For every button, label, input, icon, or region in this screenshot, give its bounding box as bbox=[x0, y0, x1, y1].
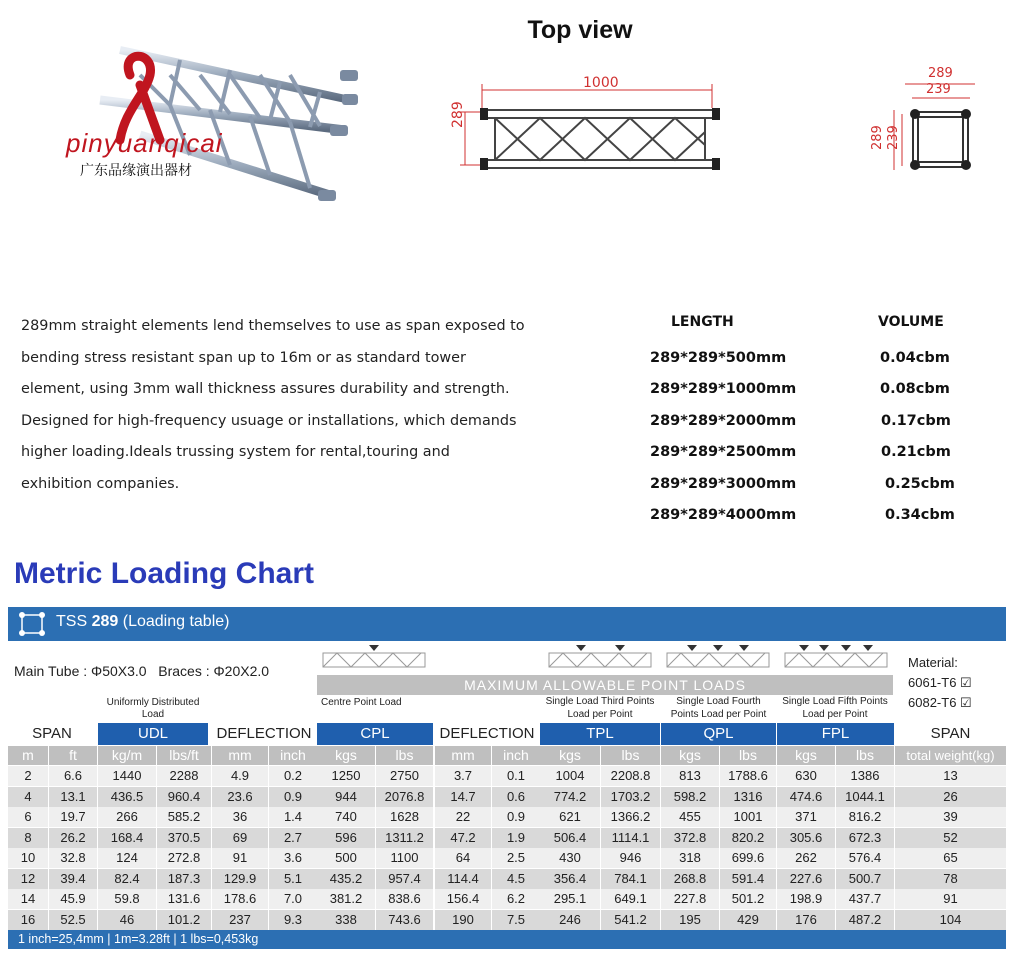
tpl-desc: Single Load Third Points Load per Point bbox=[545, 696, 655, 720]
table-cell: 45.9 bbox=[49, 889, 97, 909]
table-cell: 3.7 bbox=[435, 766, 491, 786]
table-cell: 7.5 bbox=[492, 910, 540, 930]
table-cell: 104 bbox=[895, 910, 1006, 930]
spec-volume: 0.21cbm bbox=[881, 444, 951, 460]
unit-header: inch bbox=[492, 746, 540, 765]
main-tube-spec: Main Tube : Φ50X3.0 Braces : Φ20X2.0 bbox=[14, 663, 270, 679]
table-cell: 7.0 bbox=[269, 889, 317, 909]
table-cell: 596 bbox=[317, 828, 375, 848]
table-cell: 262 bbox=[777, 848, 835, 868]
material-6082: 6082-T6 ☑ bbox=[908, 695, 972, 710]
table-cell: 12 bbox=[8, 869, 48, 889]
table-cell: 318 bbox=[661, 848, 719, 868]
unit-header: kg/m bbox=[98, 746, 156, 765]
table-cell: 1311.2 bbox=[376, 828, 433, 848]
table-cell: 371 bbox=[777, 807, 835, 827]
table-cell: 740 bbox=[317, 807, 375, 827]
table-cell: 774.2 bbox=[540, 787, 600, 807]
table-cell: 1250 bbox=[317, 766, 375, 786]
table-cell: 52.5 bbox=[49, 910, 97, 930]
table-cell: 198.9 bbox=[777, 889, 835, 909]
product-description bbox=[21, 311, 541, 500]
checkbox-icon: ☑ bbox=[960, 695, 972, 710]
table-cell: 0.9 bbox=[269, 787, 317, 807]
table-cell: 1440 bbox=[98, 766, 156, 786]
section-outer-label: 289 bbox=[928, 66, 953, 81]
cpl-desc: Centre Point Load bbox=[321, 697, 402, 708]
side-length-label: 1000 bbox=[583, 75, 619, 91]
spec-length: 289*289*3000mm bbox=[650, 476, 797, 492]
table-cell: 0.9 bbox=[492, 807, 540, 827]
table-cell: 1386 bbox=[836, 766, 894, 786]
table-cell: 39 bbox=[895, 807, 1006, 827]
unit-header: lbs bbox=[601, 746, 660, 765]
table-cell: 429 bbox=[720, 910, 776, 930]
table-cell: 435.2 bbox=[317, 869, 375, 889]
section-inner-label: 239 bbox=[926, 82, 951, 97]
table-cell: 338 bbox=[317, 910, 375, 930]
table-cell: 295.1 bbox=[540, 889, 600, 909]
table-cell: 227.6 bbox=[777, 869, 835, 889]
table-cell: 1703.2 bbox=[601, 787, 660, 807]
table-cell: 487.2 bbox=[836, 910, 894, 930]
table-cell: 816.2 bbox=[836, 807, 894, 827]
table-cell: 4.9 bbox=[212, 766, 268, 786]
table-cell: 957.4 bbox=[376, 869, 433, 889]
unit-header: inch bbox=[269, 746, 317, 765]
table-cell: 237 bbox=[212, 910, 268, 930]
table-cell: 372.8 bbox=[661, 828, 719, 848]
table-cell: 436.5 bbox=[98, 787, 156, 807]
table-cell: 576.4 bbox=[836, 848, 894, 868]
unit-header: lbs/ft bbox=[157, 746, 211, 765]
table-cell: 91 bbox=[212, 848, 268, 868]
table-cell: 10 bbox=[8, 848, 48, 868]
table-cell: 2.5 bbox=[492, 848, 540, 868]
table-cell: 101.2 bbox=[157, 910, 211, 930]
table-cell: 82.4 bbox=[98, 869, 156, 889]
table-cell: 13.1 bbox=[49, 787, 97, 807]
fpl-diagram bbox=[779, 643, 894, 673]
table-cell: 474.6 bbox=[777, 787, 835, 807]
table-cell: 78 bbox=[895, 869, 1006, 889]
span-header-right: SPAN bbox=[930, 725, 971, 742]
table-cell: 1316 bbox=[720, 787, 776, 807]
table-cell: 500.7 bbox=[836, 869, 894, 889]
description-line: higher loading.Ideals trussing system for rental,touring and bbox=[21, 444, 450, 460]
table-cell: 36 bbox=[212, 807, 268, 827]
table-cell: 16 bbox=[8, 910, 48, 930]
table-cell: 129.9 bbox=[212, 869, 268, 889]
table-cell: 2076.8 bbox=[376, 787, 433, 807]
table-cell: 39.4 bbox=[49, 869, 97, 889]
table-cell: 630 bbox=[777, 766, 835, 786]
table-cell: 541.2 bbox=[601, 910, 660, 930]
loading-table bbox=[8, 607, 1006, 949]
checkbox-icon: ☑ bbox=[960, 675, 972, 690]
table-cell: 1114.1 bbox=[601, 828, 660, 848]
table-cell: 69 bbox=[212, 828, 268, 848]
table-cell: 4 bbox=[8, 787, 48, 807]
spec-header-length: LENGTH bbox=[671, 314, 734, 330]
truss-square-icon bbox=[18, 611, 46, 637]
spec-volume: 0.34cbm bbox=[885, 507, 955, 523]
table-cell: 430 bbox=[540, 848, 600, 868]
cpl-diagram bbox=[317, 643, 432, 673]
table-cell: 156.4 bbox=[435, 889, 491, 909]
table-cell: 47.2 bbox=[435, 828, 491, 848]
table-cell: 2288 bbox=[157, 766, 211, 786]
tpl-header: TPL bbox=[540, 723, 660, 745]
table-cell: 585.2 bbox=[157, 807, 211, 827]
table-cell: 1.4 bbox=[269, 807, 317, 827]
description-line: 289mm straight elements lend themselves to use as span exposed to bbox=[21, 318, 525, 334]
metric-loading-chart-title: Metric Loading Chart bbox=[14, 557, 315, 590]
table-cell: 187.3 bbox=[157, 869, 211, 889]
table-cell: 1100 bbox=[376, 848, 433, 868]
table-cell: 195 bbox=[661, 910, 719, 930]
table-cell: 2208.8 bbox=[601, 766, 660, 786]
table-cell: 1004 bbox=[540, 766, 600, 786]
table-cell: 246 bbox=[540, 910, 600, 930]
unit-header: ft bbox=[49, 746, 97, 765]
table-cell: 14 bbox=[8, 889, 48, 909]
table-cell: 305.6 bbox=[777, 828, 835, 848]
unit-header: kgs bbox=[540, 746, 600, 765]
table-cell: 114.4 bbox=[435, 869, 491, 889]
spec-length: 289*289*1000mm bbox=[650, 381, 797, 397]
table-cell: 506.4 bbox=[540, 828, 600, 848]
table-cell: 3.6 bbox=[269, 848, 317, 868]
table-cell: 46 bbox=[98, 910, 156, 930]
loading-table-title: TSS 289 (Loading table) bbox=[56, 613, 230, 630]
table-cell: 176 bbox=[777, 910, 835, 930]
spec-header-volume: VOLUME bbox=[878, 314, 944, 330]
table-cell: 1366.2 bbox=[601, 807, 660, 827]
table-cell: 65 bbox=[895, 848, 1006, 868]
table-cell: 743.6 bbox=[376, 910, 433, 930]
spec-volume: 0.04cbm bbox=[880, 350, 950, 366]
material-6061: 6061-T6 ☑ bbox=[908, 675, 972, 690]
qpl-header: QPL bbox=[661, 723, 776, 745]
deflection-header: DEFLECTION bbox=[439, 725, 535, 742]
description-line: bending stress resistant span up to 16m or as standard tower bbox=[21, 349, 466, 366]
table-cell: 26 bbox=[895, 787, 1006, 807]
unit-header: total weight(kg) bbox=[895, 746, 1006, 765]
table-cell: 437.7 bbox=[836, 889, 894, 909]
table-cell: 0.2 bbox=[269, 766, 317, 786]
table-cell: 59.8 bbox=[98, 889, 156, 909]
spec-length: 289*289*4000mm bbox=[650, 507, 797, 523]
table-cell: 32.8 bbox=[49, 848, 97, 868]
unit-header: kgs bbox=[661, 746, 719, 765]
spec-volume: 0.25cbm bbox=[885, 476, 955, 492]
logo-brand: pinyuanqicai bbox=[66, 128, 223, 158]
table-cell: 381.2 bbox=[317, 889, 375, 909]
table-cell: 699.6 bbox=[720, 848, 776, 868]
udl-desc: Uniformly Distributed Load bbox=[106, 697, 200, 720]
table-cell: 838.6 bbox=[376, 889, 433, 909]
table-cell: 370.5 bbox=[157, 828, 211, 848]
table-cell: 8 bbox=[8, 828, 48, 848]
table-cell: 14.7 bbox=[435, 787, 491, 807]
deflection-header: DEFLECTION bbox=[216, 725, 312, 742]
unit-header: kgs bbox=[317, 746, 375, 765]
table-cell: 9.3 bbox=[269, 910, 317, 930]
table-cell: 178.6 bbox=[212, 889, 268, 909]
table-cell: 501.2 bbox=[720, 889, 776, 909]
table-cell: 19.7 bbox=[49, 807, 97, 827]
qpl-desc: Single Load Fourth Points Load per Point bbox=[670, 696, 767, 720]
table-cell: 23.6 bbox=[212, 787, 268, 807]
spec-length: 289*289*2000mm bbox=[650, 413, 797, 429]
unit-header: lbs bbox=[376, 746, 433, 765]
section-outer-v-label: 289 bbox=[870, 125, 885, 150]
max-loads-banner: MAXIMUM ALLOWABLE POINT LOADS bbox=[317, 675, 893, 695]
section-inner-v-label: 239 bbox=[886, 125, 901, 150]
table-cell: 266 bbox=[98, 807, 156, 827]
table-cell: 500 bbox=[317, 848, 375, 868]
fpl-desc: Single Load Fifth Points Load per Point bbox=[782, 696, 888, 720]
table-cell: 6.6 bbox=[49, 766, 97, 786]
table-cell: 268.8 bbox=[661, 869, 719, 889]
table-cell: 168.4 bbox=[98, 828, 156, 848]
table-cell: 64 bbox=[435, 848, 491, 868]
unit-header: mm bbox=[212, 746, 268, 765]
table-cell: 0.1 bbox=[492, 766, 540, 786]
table-cell: 1001 bbox=[720, 807, 776, 827]
loading-table-header bbox=[8, 607, 1006, 641]
span-header: SPAN bbox=[32, 725, 72, 742]
description-line: exhibition companies. bbox=[21, 475, 180, 492]
table-cell: 1.9 bbox=[492, 828, 540, 848]
udl-header: UDL bbox=[98, 723, 208, 745]
logo-chinese: 广东品缘演出器材 bbox=[80, 163, 192, 179]
table-cell: 227.8 bbox=[661, 889, 719, 909]
table-cell: 455 bbox=[661, 807, 719, 827]
table-cell: 946 bbox=[601, 848, 660, 868]
unit-header: lbs bbox=[836, 746, 894, 765]
table-cell: 944 bbox=[317, 787, 375, 807]
table-cell: 2750 bbox=[376, 766, 433, 786]
table-cell: 2 bbox=[8, 766, 48, 786]
table-cell: 26.2 bbox=[49, 828, 97, 848]
spec-volume: 0.08cbm bbox=[880, 381, 950, 397]
table-cell: 13 bbox=[895, 766, 1006, 786]
table-cell: 6.2 bbox=[492, 889, 540, 909]
table-cell: 124 bbox=[98, 848, 156, 868]
table-cell: 672.3 bbox=[836, 828, 894, 848]
table-cell: 0.6 bbox=[492, 787, 540, 807]
conversion-footer: 1 inch=25,4mm | 1m=3.28ft | 1 lbs=0,453kg bbox=[8, 930, 1006, 949]
table-cell: 813 bbox=[661, 766, 719, 786]
material-label: Material: bbox=[908, 655, 958, 670]
table-cell: 356.4 bbox=[540, 869, 600, 889]
table-cell: 4.5 bbox=[492, 869, 540, 889]
table-cell: 649.1 bbox=[601, 889, 660, 909]
table-cell: 960.4 bbox=[157, 787, 211, 807]
table-cell: 621 bbox=[540, 807, 600, 827]
table-cell: 52 bbox=[895, 828, 1006, 848]
unit-header: lbs bbox=[720, 746, 776, 765]
table-cell: 190 bbox=[435, 910, 491, 930]
table-cell: 820.2 bbox=[720, 828, 776, 848]
side-height-label: 289 bbox=[450, 101, 466, 128]
table-cell: 598.2 bbox=[661, 787, 719, 807]
unit-header: kgs bbox=[777, 746, 835, 765]
fpl-header: FPL bbox=[777, 723, 894, 745]
table-cell: 5.1 bbox=[269, 869, 317, 889]
table-cell: 272.8 bbox=[157, 848, 211, 868]
tpl-diagram bbox=[543, 643, 658, 673]
table-cell: 131.6 bbox=[157, 889, 211, 909]
spec-length: 289*289*500mm bbox=[650, 350, 787, 366]
table-cell: 1044.1 bbox=[836, 787, 894, 807]
table-cell: 784.1 bbox=[601, 869, 660, 889]
table-cell: 1628 bbox=[376, 807, 433, 827]
table-cell: 6 bbox=[8, 807, 48, 827]
table-cell: 91 bbox=[895, 889, 1006, 909]
qpl-diagram bbox=[661, 643, 776, 673]
table-cell: 2.7 bbox=[269, 828, 317, 848]
spec-length: 289*289*2500mm bbox=[650, 444, 797, 460]
cpl-header: CPL bbox=[317, 723, 433, 745]
table-cell: 22 bbox=[435, 807, 491, 827]
table-cell: 591.4 bbox=[720, 869, 776, 889]
description-line: Designed for high-frequency usuage or installations, which demands bbox=[21, 412, 517, 429]
description-line: element, using 3mm wall thickness assures durability and strength. bbox=[21, 381, 510, 397]
top-view-title: Top view bbox=[527, 16, 633, 44]
table-cell: 1788.6 bbox=[720, 766, 776, 786]
unit-header: m bbox=[8, 746, 48, 765]
spec-volume: 0.17cbm bbox=[881, 413, 951, 429]
unit-header: mm bbox=[435, 746, 491, 765]
